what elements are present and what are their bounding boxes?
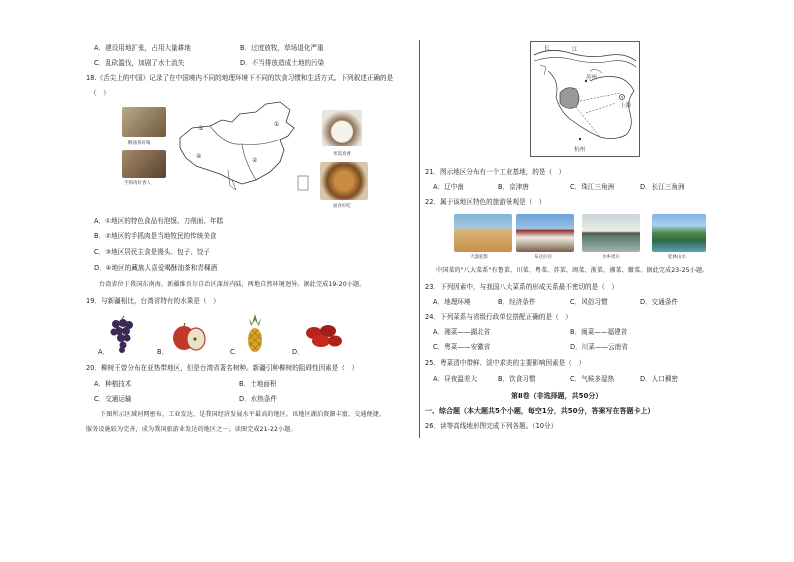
apple-icon — [172, 322, 206, 352]
q17-option-b: B．过度放牧，草场退化严重 — [240, 44, 324, 52]
grapes-icon — [108, 316, 136, 354]
q17-option-a: A．建设用地扩张，占用大量耕地 — [94, 44, 191, 52]
hand-meat-caption: 手抓肉好香人 — [124, 181, 151, 186]
q18-stem-paren: （ ） — [90, 89, 110, 97]
hand-meat-photo — [122, 150, 166, 178]
q21-option-d: D．长江三角洲 — [640, 183, 685, 191]
q25-option-b: B．饮食习惯 — [498, 375, 536, 383]
q19-stem: 19．与新疆相比，台湾省特有的水果是（ ） — [86, 297, 220, 305]
q25-option-a: A．昼夜温差大 — [433, 375, 478, 383]
q19-option-c: C． — [230, 348, 242, 356]
map-label-jiang: 江 — [572, 47, 578, 53]
q20-option-a: A．种植技术 — [94, 380, 132, 388]
q21-option-b: B．京津唐 — [498, 183, 529, 191]
q23-option-c: C．风俗习惯 — [570, 298, 608, 306]
part-two-title: 第Ⅱ卷（非选择题，共50分） — [511, 392, 603, 400]
map-label-2: ② — [252, 157, 258, 164]
map-label-4: ④ — [196, 153, 202, 160]
column-divider — [419, 40, 420, 438]
q23-option-a: A．地理环境 — [433, 298, 471, 306]
butter-tea-caption: 酥油茶好喝 — [128, 141, 151, 146]
section-title: 一、综合题（本大题共5个小题，每空1分，共50分，答案写在答题卡上） — [425, 407, 655, 415]
yangtze-delta-map — [530, 41, 640, 157]
q23-option-b: B．经济条件 — [498, 298, 536, 306]
map-label-1: ① — [274, 121, 280, 128]
q24-option-a: A．湘菜——湖北省 — [433, 328, 491, 336]
guilin-photo — [652, 214, 706, 252]
q18-option-a: A．①地区的特色食品有泡馍、刀削面、年糕 — [94, 217, 224, 225]
map-label-3: ③ — [198, 125, 204, 132]
intro-21-22-line1: 下图所示区域河网密布，工业发达，是我国经济发展水平最高的地区。该地区湖泊资源丰富，交通便捷， — [100, 411, 386, 418]
intro-19-20: 台湾省位于我国东南海，新疆维吾尔自治区深居内陆，两地自然环境迥异。据此完成19-20小题。 — [99, 281, 366, 288]
butter-tea-photo — [122, 107, 166, 137]
q23-stem: 23．下列因素中，与我国八大菜系的形成关系最不密切的是（ ） — [425, 283, 619, 291]
q18-stem: 18.《舌尖上的中国》记录了在中国境内不同的地理环境下不同的饮食习惯和生活方式。下列叙述正确的是 — [86, 74, 394, 82]
q24-option-d: D．川菜——云南省 — [570, 343, 628, 351]
map-label-hangzhou: 杭州 — [574, 147, 586, 153]
q20-option-b: B．土地面积 — [239, 380, 277, 388]
q21-option-a: A．辽中南 — [433, 183, 464, 191]
q19-option-a: A． — [98, 348, 110, 356]
q20-option-d: D．水热条件 — [239, 395, 278, 403]
china-region-map — [170, 100, 315, 195]
q21-stem: 21．图示地区分布有一个工业基地，的是（ ） — [425, 168, 566, 176]
q24-stem: 24．下列菜系与省级行政单位搭配正确的是（ ） — [425, 313, 572, 321]
desert-camel-photo — [454, 214, 512, 252]
q21-option-c: C．珠江三角洲 — [570, 183, 615, 191]
q18-option-b: B．②地区的手抓肉是当地牧民的传统美食 — [94, 232, 217, 240]
q25-option-c: C．气候多湿热 — [570, 375, 615, 383]
zhouzhuang-caption: 水乡周庄 — [602, 255, 620, 260]
desert-camel-caption: 大漠驼影 — [470, 255, 488, 260]
map-label-shanghai: 上海 — [620, 103, 632, 109]
noodle-caption: 面食好吃 — [333, 204, 351, 209]
q18-option-c: C．③地区居民主食是馒头、包子、饺子 — [94, 248, 211, 256]
q25-option-d: D．人口稠密 — [640, 375, 679, 383]
map-label-suzhou: 苏州 — [586, 75, 598, 81]
q23-option-d: D．交通条件 — [640, 298, 679, 306]
q20-option-c: C．交通运输 — [94, 395, 132, 403]
q26-stem: 26．读等高线地形图完成下列各题。（10分） — [425, 422, 558, 430]
intro-23-25: 中国菜的"八大菜系"有鲁菜、川菜、粤菜、苏菜、闽菜、浙菜、湘菜、徽菜。据此完成23-25小题。 — [436, 267, 709, 274]
map-label-chang: 长 — [544, 46, 550, 52]
q19-option-d: D． — [292, 348, 304, 356]
q22-stem: 22．属于该地区特色的旅游景观是（ ） — [425, 198, 546, 206]
zhouzhuang-photo — [582, 214, 640, 252]
q19-option-b: B． — [157, 348, 169, 356]
intro-21-22-line2: 服务设施较为完善，成为我国旅游业发达的地区之一。读图完成21-22小题。 — [86, 426, 297, 433]
guilin-caption: 桂林山水 — [668, 255, 686, 260]
q17-option-c: C．乱砍滥伐，加剧了水土流失 — [94, 59, 185, 67]
q20-stem: 20．柳树王曾分布在亚热带地区，但是台湾省著名树种。新疆引种柳树的阻碍性因素是（ ） — [86, 364, 359, 372]
q24-option-b: B．闽菜——福建省 — [570, 328, 628, 336]
q18-option-d: D．④地区的藏族人喜爱喝酥油茶和青稞酒 — [94, 264, 218, 272]
noodle-photo — [320, 162, 368, 200]
rice-photo — [322, 110, 362, 146]
pineapple-icon — [246, 314, 264, 354]
q25-stem: 25．粤菜清中带鲜、淡中求美的主要影响因素是（ ） — [425, 359, 586, 367]
rice-caption: 米饭真香 — [333, 152, 351, 157]
potala-palace-photo — [516, 214, 574, 252]
q24-option-c: C．粤菜——安徽省 — [433, 343, 491, 351]
potala-palace-caption: 布达拉宫 — [534, 255, 552, 260]
red-dates-icon — [304, 322, 344, 350]
q17-option-d: D．不当排放造成土地的污染 — [240, 59, 325, 67]
